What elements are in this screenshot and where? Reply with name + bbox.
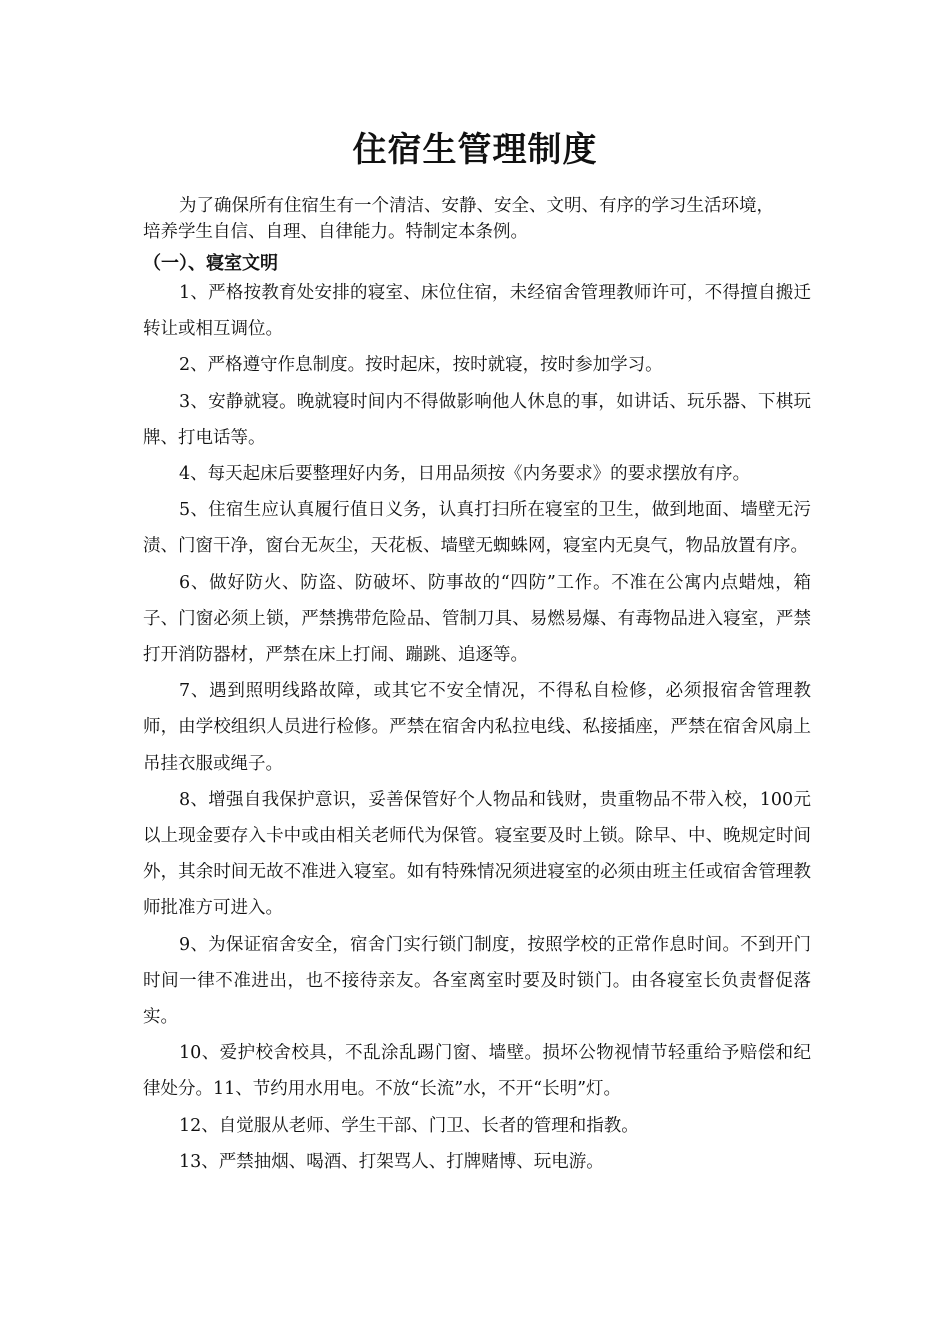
- intro-paragraph: 为了确保所有住宿生有一个清洁、安静、安全、文明、有序的学习生活环境，培养学生自信、自理、自律能力。特制定本条例。: [143, 196, 774, 242]
- rule-item: 10、爱护校舍校具，不乱涂乱踢门窗、墙壁。损坏公物视情节轻重给予赔偿和纪律处分。11、节约用水用电。不放“长流”水，不开“长明”灯。: [143, 1043, 811, 1100]
- rules-list: [143, 275, 811, 1180]
- rule-item: 9、为保证宿舍安全，宿舍门实行锁门制度，按照学校的正常作息时间。不到开门时间一律不准进出，也不接待亲友。各室离室时要及时锁门。由各寝室长负责督促落实。: [143, 934, 811, 1028]
- rule-item: 8、增强自我保护意识，妥善保管好个人物品和钱财，贵重物品不带入校，100元以上现金要存入卡中或由相关老师代为保管。寝室要及时上锁。除早、中、晚规定时间外，其余时间无故不准进入寝室。如有特殊情况须进寝室的必须由班主任或宿舍管理教师批准方可进入。: [143, 789, 811, 919]
- rule-item: 7、遇到照明线路故障，或其它不安全情况，不得私自检修，必须报宿舍管理教师，由学校组织人员进行检修。严禁在宿舍内私拉电线、私接插座，严禁在宿舍风扇上吊挂衣服或绳子。: [143, 681, 811, 774]
- rule-item: 1、严格按教育处安排的寝室、床位住宿，未经宿舍管理教师许可，不得擅自搬迁转让或相互调位。: [143, 283, 811, 340]
- rule-item: 5、住宿生应认真履行值日义务，认真打扫所在寝室的卫生，做到地面、墙壁无污渍、门窗干净，窗台无灰尘，天花板、墙壁无蜘蛛网，寝室内无臭气，物品放置有序。: [143, 500, 811, 557]
- rule-item: 6、做好防火、防盗、防破坏、防事故的“四防”工作。不准在公寓内点蜡烛，箱子、门窗必须上锁，严禁携带危险品、管制刀具、易燃易爆、有毒物品进入寝室，严禁打开消防器材，严禁在床上打闹、蹦跳、追逐等。: [143, 572, 811, 666]
- rule-item: 13、严禁抽烟、喝酒、打架骂人、打牌赌博、玩电游。: [179, 1151, 604, 1172]
- rule-item: 2、严格遵守作息制度。按时起床，按时就寝，按时参加学习。: [179, 355, 663, 376]
- rule-item: 3、安静就寝。晚就寝时间内不得做影响他人休息的事，如讲话、玩乐器、下棋玩牌、打电话等。: [143, 391, 811, 448]
- page-title: 住宿生管理制度: [352, 130, 598, 170]
- rule-item: 12、自觉服从老师、学生干部、门卫、长者的管理和指教。: [179, 1115, 639, 1136]
- section-heading: （一）、寝室文明: [143, 253, 278, 274]
- rule-item: 4、每天起床后要整理好内务，日用品须按《内务要求》的要求摆放有序。: [179, 464, 751, 485]
